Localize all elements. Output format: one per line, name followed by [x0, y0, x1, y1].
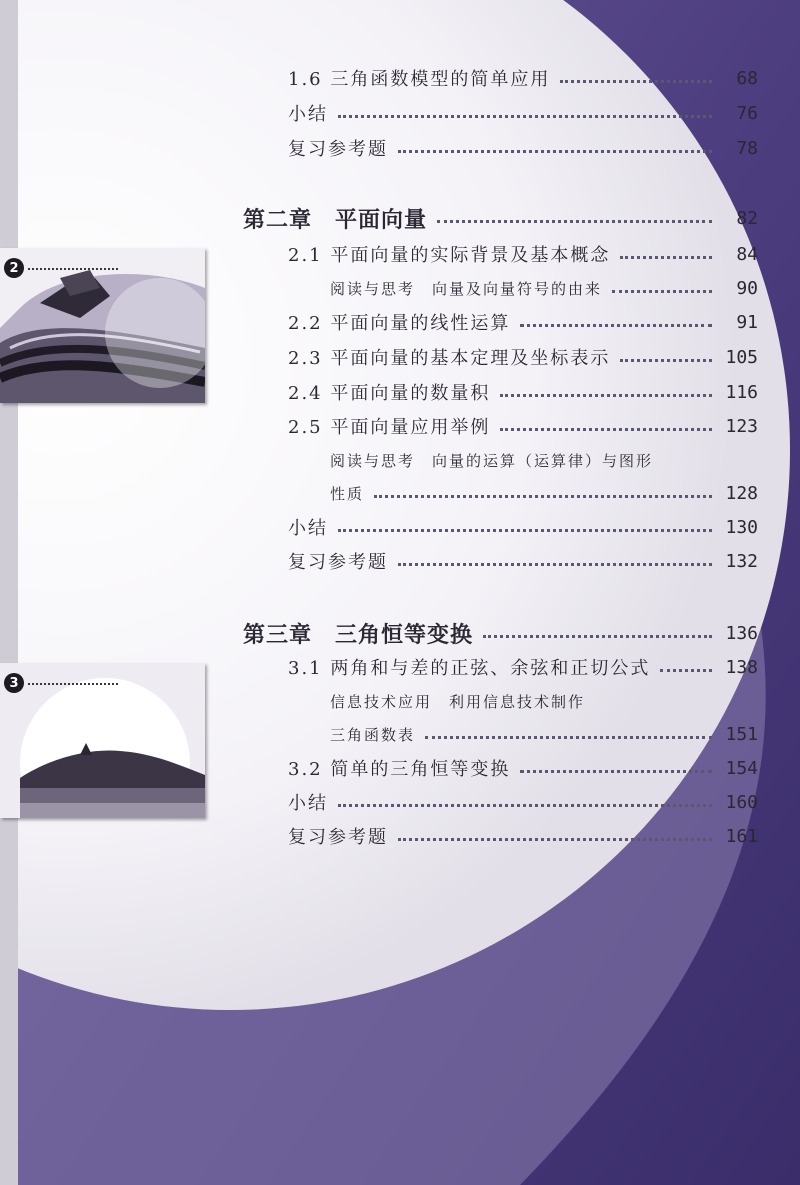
- toc-entry-reading-2-5-line2[interactable]: [330, 476, 758, 510]
- toc-entry-label: 三角函数表: [330, 725, 416, 744]
- toc-page-number: 132: [725, 550, 758, 572]
- toc-page-number: 161: [725, 825, 758, 847]
- toc-page-number: 151: [725, 723, 758, 745]
- toc-entry-section-2-5[interactable]: [288, 409, 758, 443]
- toc-entry-section-3-2[interactable]: [288, 751, 758, 785]
- dot-leader: [398, 563, 712, 566]
- toc-page-number: 128: [725, 482, 758, 504]
- dot-leader: [28, 268, 118, 270]
- toc-entry-label: 小结: [288, 793, 328, 814]
- dot-leader: [437, 220, 712, 223]
- dot-leader: [398, 838, 712, 841]
- toc-entry-reading-2-5-line1[interactable]: [330, 443, 758, 477]
- dot-leader: [338, 804, 712, 807]
- toc-page-number: 138: [725, 656, 758, 678]
- toc-page-number: 160: [725, 791, 758, 813]
- chapter-title: 第三章 三角恒等变换: [243, 621, 474, 648]
- toc-page-number: 82: [736, 207, 758, 229]
- toc-entry-section-1-6[interactable]: [288, 61, 758, 95]
- toc-entry-label: 2.4 平面向量的数量积: [288, 383, 491, 404]
- toc-chapter-2[interactable]: [243, 201, 758, 235]
- toc-entry-label: 2.5 平面向量应用举例: [288, 417, 491, 438]
- dot-leader: [520, 770, 712, 773]
- toc-entry-it-3-1-line2[interactable]: [330, 717, 758, 751]
- chapter-number-badge: 3: [4, 673, 24, 693]
- toc-entry-summary-ch2[interactable]: [288, 510, 758, 544]
- dot-leader: [425, 736, 712, 739]
- dot-leader: [338, 115, 712, 118]
- toc-entry-section-2-2[interactable]: [288, 305, 758, 339]
- chapter-3-thumbnail: [0, 663, 205, 818]
- dot-leader: [483, 635, 712, 638]
- toc-entry-label: 信息技术应用 利用信息技术制作: [330, 692, 586, 711]
- dot-leader: [398, 150, 712, 153]
- toc-page-number: 136: [725, 622, 758, 644]
- toc-entry-label: 复习参考题: [288, 552, 388, 573]
- toc-chapter-3[interactable]: [243, 616, 758, 650]
- toc-entry-section-3-1[interactable]: [288, 650, 758, 684]
- dot-leader: [374, 495, 712, 498]
- toc-entry-review[interactable]: [288, 131, 758, 165]
- toc-page-number: 68: [736, 67, 758, 89]
- chapter-number-badge: 2: [4, 258, 24, 278]
- dot-leader: [500, 428, 712, 431]
- hill-landscape-photo: [0, 663, 205, 818]
- toc-entry-label: 1.6 三角函数模型的简单应用: [288, 69, 551, 90]
- toc-entry-reading-2-1[interactable]: [330, 271, 758, 305]
- dot-leader: [620, 256, 712, 259]
- toc-entry-section-2-4[interactable]: [288, 375, 758, 409]
- toc-entry-label: 2.2 平面向量的线性运算: [288, 313, 511, 334]
- chapter-2-thumbnail: [0, 248, 205, 403]
- toc-entry-it-3-1-line1[interactable]: [330, 684, 758, 718]
- toc-page-number: 76: [736, 102, 758, 124]
- toc-entry-review-ch2[interactable]: [288, 544, 758, 578]
- toc-entry-label: 性质: [330, 484, 365, 503]
- chapter-title: 第二章 平面向量: [243, 206, 428, 233]
- toc-page-number: 130: [725, 516, 758, 538]
- toc-entry-label: 2.3 平面向量的基本定理及坐标表示: [288, 348, 611, 369]
- toc-entry-summary-ch3[interactable]: [288, 785, 758, 819]
- toc-entry-label: 复习参考题: [288, 139, 388, 160]
- highway-bridge-photo: [0, 248, 205, 403]
- toc-page-number: 84: [736, 243, 758, 265]
- dot-leader: [620, 359, 712, 362]
- toc-page-number: 154: [725, 757, 758, 779]
- toc-page-number: 116: [725, 381, 758, 403]
- toc-entry-review-ch3[interactable]: [288, 819, 758, 853]
- toc-page-number: 91: [736, 311, 758, 333]
- toc-entry-label: 阅读与思考 向量及向量符号的由来: [330, 279, 603, 298]
- toc-entry-label: 3.2 简单的三角恒等变换: [288, 759, 511, 780]
- toc-page-number: 105: [725, 346, 758, 368]
- toc-entry-label: 小结: [288, 518, 328, 539]
- toc-entry-label: 小结: [288, 104, 328, 125]
- toc-entry-label: 2.1 平面向量的实际背景及基本概念: [288, 245, 611, 266]
- dot-leader: [612, 290, 712, 293]
- dot-leader: [520, 324, 712, 327]
- dot-leader: [28, 683, 118, 685]
- dot-leader: [660, 669, 712, 672]
- toc-entry-label: 3.1 两角和与差的正弦、余弦和正切公式: [288, 658, 651, 679]
- dot-leader: [500, 394, 712, 397]
- toc-entry-label: 复习参考题: [288, 827, 388, 848]
- toc-entry-section-2-1[interactable]: [288, 237, 758, 271]
- toc-entry-label: 阅读与思考 向量的运算（运算律）与图形: [330, 451, 654, 470]
- toc-entry-summary[interactable]: [288, 96, 758, 130]
- toc-page-number: 123: [725, 415, 758, 437]
- toc-entry-section-2-3[interactable]: [288, 340, 758, 374]
- dot-leader: [560, 80, 712, 83]
- dot-leader: [338, 529, 712, 532]
- toc-page-number: 90: [736, 277, 758, 299]
- toc-page-number: 78: [736, 137, 758, 159]
